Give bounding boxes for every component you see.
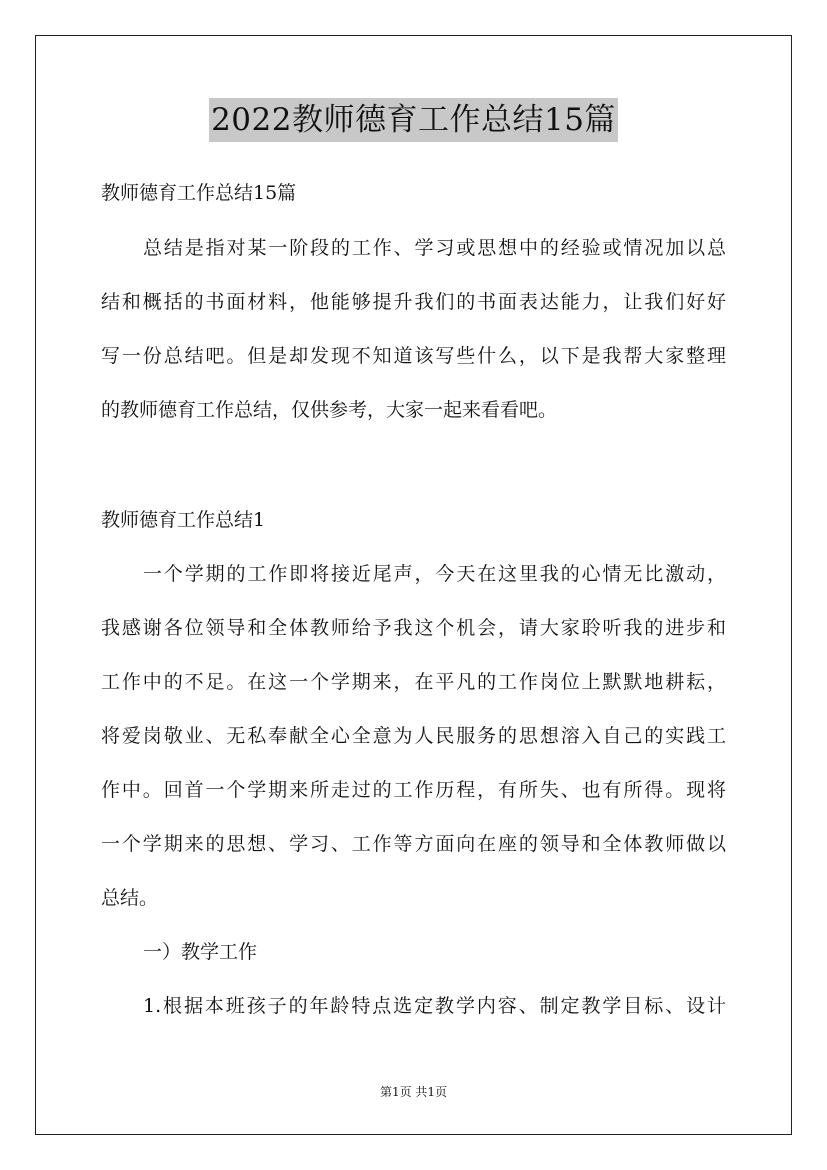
- section-line-4: 将爱岗敬业、无私奉献全心全意为人民服务的思想溶入自己的实践工: [101, 725, 726, 747]
- section-line-5: 作中。回首一个学期来所走过的工作历程，有所失、也有所得。现将: [101, 779, 726, 801]
- document-title: 2022教师德育工作总结15篇: [209, 98, 618, 142]
- section-heading: 教师德育工作总结1: [101, 509, 266, 531]
- intro-line-4: 的教师德育工作总结，仅供参考，大家一起来看看吧。: [101, 399, 558, 421]
- section-line-7: 总结。: [101, 887, 159, 909]
- subtitle: 教师德育工作总结15篇: [101, 182, 297, 204]
- intro-line-3: 写一份总结吧。但是却发现不知道该写些什么，以下是我帮大家整理: [101, 345, 726, 367]
- intro-line-1: 总结是指对某一阶段的工作、学习或思想中的经验或情况加以总: [143, 237, 726, 259]
- section-line-2: 我感谢各位领导和全体教师给予我这个机会，请大家聆听我的进步和: [101, 617, 726, 639]
- title-container: [0, 98, 827, 142]
- list-item-1: 1.根据本班孩子的年龄特点选定教学内容、制定教学目标、设计: [143, 995, 726, 1017]
- section-line-6: 一个学期来的思想、学习、工作等方面向在座的领导和全体教师做以: [101, 833, 726, 855]
- page-footer: 第1页 共1页: [379, 1085, 448, 1099]
- section-line-3: 工作中的不足。在这一个学期来，在平凡的工作岗位上默默地耕耘，: [101, 671, 726, 693]
- intro-line-2: 结和概括的书面材料，他能够提升我们的书面表达能力，让我们好好: [101, 291, 726, 313]
- section-line-1: 一个学期的工作即将接近尾声，今天在这里我的心情无比激动，: [143, 563, 726, 585]
- subheading: 一）教学工作: [143, 941, 258, 963]
